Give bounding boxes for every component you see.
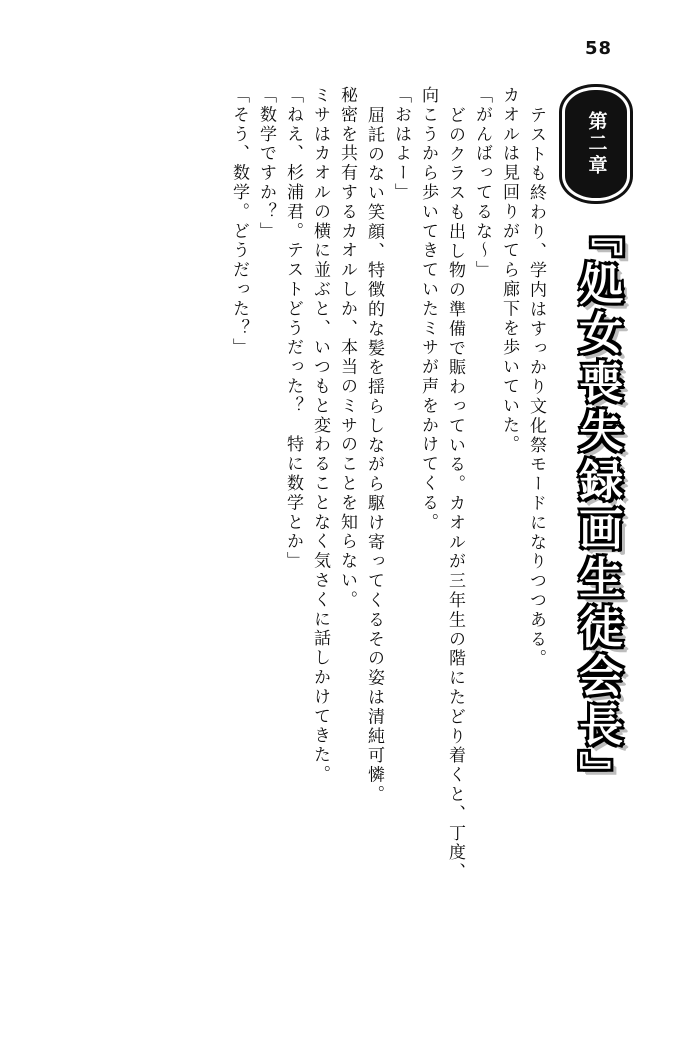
chapter-badge (565, 90, 627, 198)
text-line: 秘密を共有するカオルしか、本当のミサのことを知らない。 (337, 86, 357, 610)
text-line: どのクラスも出し物の準備で賑わっている。カオルが三年生の階にたどり着くと、丁度、 (445, 106, 465, 882)
text-line: カオルは見回りがてら廊下を歩いていた。 (499, 86, 519, 455)
text-line: テストも終わり、学内はすっかり文化祭モードになりつつある。 (526, 106, 546, 669)
chapter-title: 『処女喪失録画生徒会長』 (571, 212, 623, 800)
page-number: 58 (584, 38, 612, 59)
text-line: 「そう、数学。どうだった？」 (229, 86, 249, 358)
page-body (60, 86, 642, 966)
text-line: 「おはよー」 (391, 86, 411, 203)
text-line: 「がんばってるな〜」 (472, 86, 492, 280)
text-line: 「ねえ、杉浦君。テストどうだった？ 特に数学とか」 (283, 86, 303, 571)
text-line: 「数学ですか？」 (256, 86, 276, 242)
chapter-heading (550, 86, 642, 852)
text-columns (220, 86, 544, 946)
text-line: 屈託のない笑顔、特徴的な髪を揺らしながら駆け寄ってくるその姿は清純可憐。 (364, 106, 384, 805)
text-line: 向こうから歩いてきていたミサが声をかけてくる。 (418, 86, 438, 533)
chapter-badge-label: 第二章 (585, 111, 608, 177)
text-line: ミサはカオルの横に並ぶと、いつもと変わることなく気さくに話しかけてきた。 (310, 86, 330, 785)
